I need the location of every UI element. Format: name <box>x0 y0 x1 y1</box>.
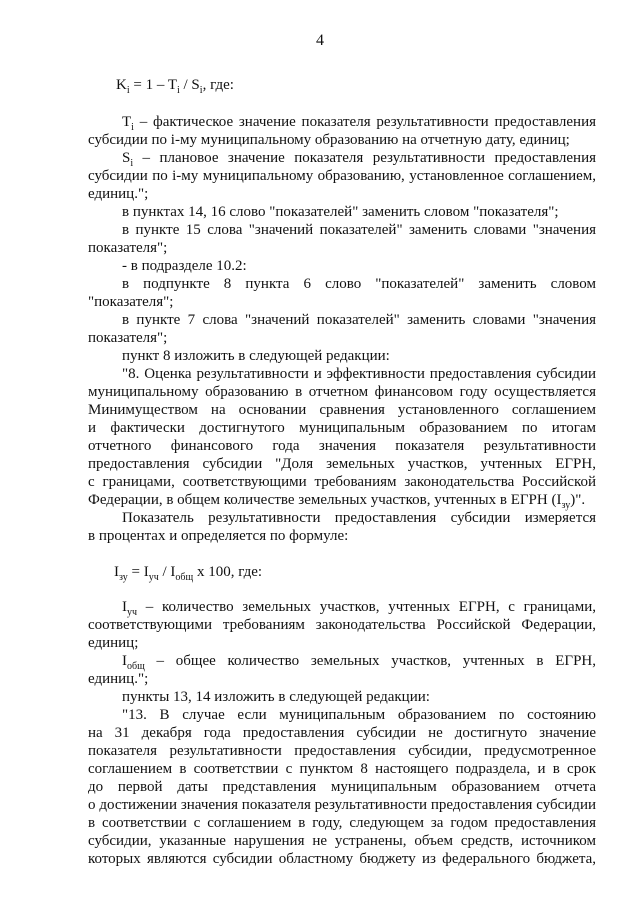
definition-iobsh: $I_{общ}$ – общее количество земельных участков, учтенных в ЕГРН, <box>122 653 596 672</box>
text-line: - в подразделе 10.2: <box>122 258 247 274</box>
text-line: отчетного финансового года значения показателя результативности <box>88 438 596 454</box>
text-line: единиц; <box>88 635 139 651</box>
definition-si: $S_i$ – плановое значение показателя результативности предоставления <box>122 150 596 169</box>
definition-ti: $T_i$ – фактическое значение показателя результативности предоставления <box>122 114 596 133</box>
definition-iuch: $I_{уч}$ – количество земельных участков, учтенных ЕГРН, с границами, <box>122 599 596 618</box>
text-line: показателя результативности предоставления субсидии, предусмотренное <box>88 743 596 759</box>
text-line: пункт 8 изложить в следующей редакции: <box>122 348 390 364</box>
text-line: соглашением в соответствии с пунктом 8 настоящего подраздела, и в срок <box>88 761 596 777</box>
text-line: в процентах и определяется по формуле: <box>88 528 349 544</box>
formula-izu: $I_{зу} = I_{уч} / I_{общ}$ х 100, где: <box>114 564 263 583</box>
text-line: показателя"; <box>88 240 168 256</box>
text-line: "8. Оценка результативности и эффективности предоставления субсидии <box>122 366 596 382</box>
text-line: субсидии по i-му муниципальному образованию, установленное соглашением, <box>88 168 596 184</box>
text-line: в пункте 15 слова "значений показателей" заменить словами "значения <box>122 222 596 238</box>
text-line: показателя"; <box>88 330 168 346</box>
text-line: субсидии, указанные нарушения не устранены, объем средств, источником <box>88 833 596 849</box>
text-line: в подпункте 8 пункта 6 слово "показателей" заменить словом <box>122 276 596 292</box>
text-line: Федерации, в общем количестве земельных участков, учтенных в ЕГРН $(I_{зу})$". <box>88 492 586 511</box>
formula-ki: $K_i = 1 - T_i / S_i$, где: <box>116 77 234 96</box>
text-line: в пунктах 14, 16 слово "показателей" заменить словом "показателя"; <box>122 204 559 220</box>
text-line: единиц."; <box>88 671 149 687</box>
text-line: муниципальному образованию в отчетном финансовом году осуществляется <box>88 384 596 400</box>
text-line: единиц."; <box>88 186 149 202</box>
text-line: Показатель результативности предоставления субсидии измеряется <box>122 510 596 526</box>
text-line: Минимуществом на основании сравнения установленного соглашением <box>88 402 596 418</box>
text-line: до первой даты представления муниципальным образованием отчета <box>88 779 596 795</box>
text-line: субсидии по i-му муниципальному образованию на отчетную дату, единиц; <box>88 132 570 148</box>
text-line: предоставления субсидии "Доля земельных участков, учтенных ЕГРН, <box>88 456 596 472</box>
text-line: на 31 декабря года предоставления субсидии не достигнуто значение <box>88 725 596 741</box>
text-line: в соответствии с соглашением в году, следующем за годом предоставления <box>88 815 596 831</box>
text-line: о достижении значения показателя результативности предоставления субсидии <box>88 797 596 813</box>
text-line: пункты 13, 14 изложить в следующей редакции: <box>122 689 430 705</box>
text-line: "показателя"; <box>88 294 174 310</box>
text-line: соответствующими требованиям законодательства Российской Федерации, <box>88 617 596 633</box>
text-line: и фактически достигнутого муниципальным образованием по итогам <box>88 420 596 436</box>
text-line: которых являются субсидии областному бюджету из федерального бюджета, <box>88 851 596 867</box>
text-line: с границами, соответствующими требованиям законодательства Российской <box>88 474 596 490</box>
page-number: 4 <box>316 32 324 49</box>
text-line: "13. В случае если муниципальным образованием по состоянию <box>122 707 596 723</box>
text-line: в пункте 7 слова "значений показателей" заменить словами "значения <box>122 312 596 328</box>
